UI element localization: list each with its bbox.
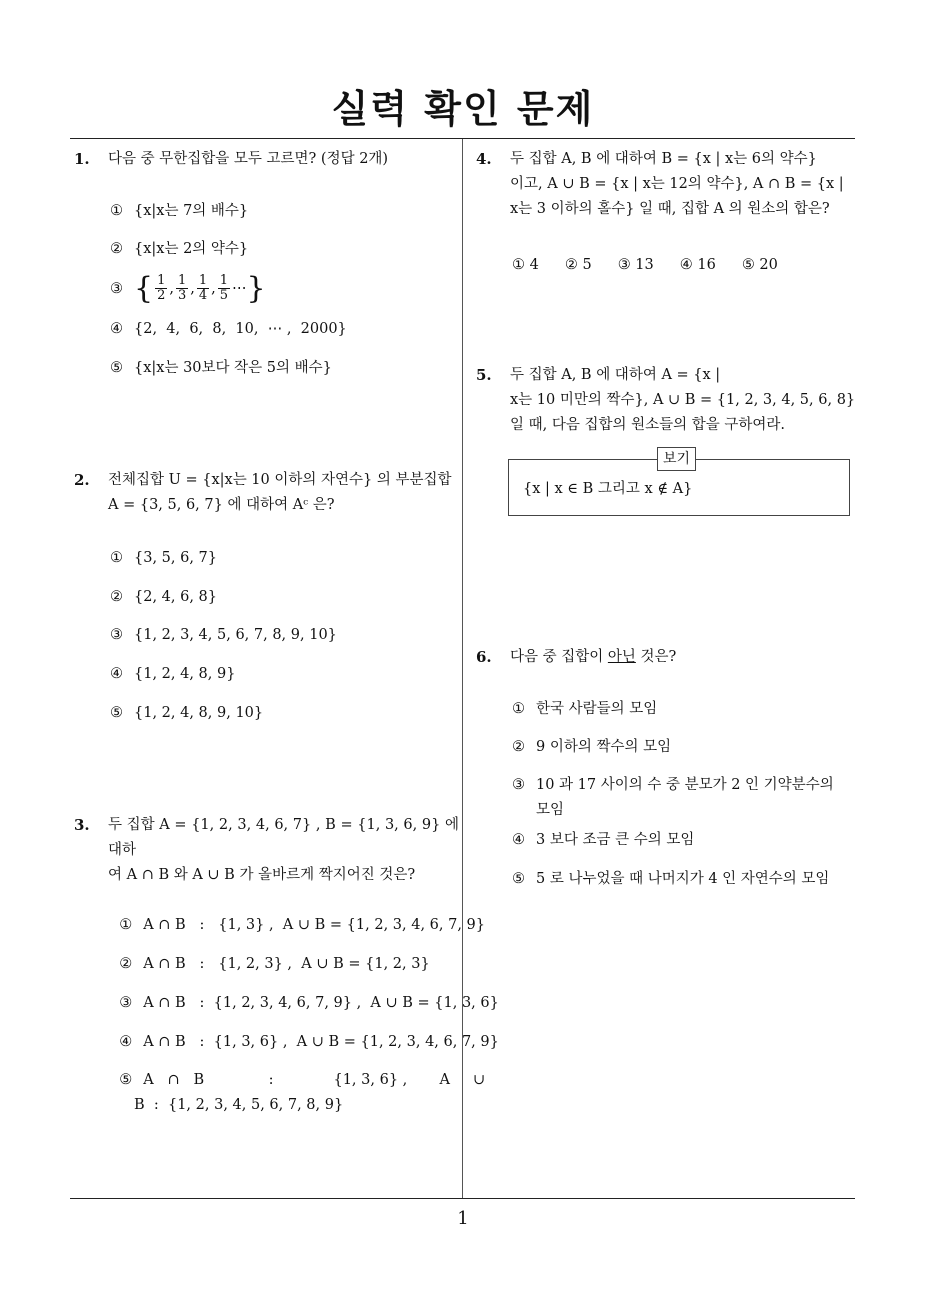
option-mark: ⑤ (512, 871, 525, 887)
option-text: 한국 사람들의 모임 (536, 701, 658, 717)
option-mark: ② (119, 956, 133, 972)
option-mark: ③ (110, 627, 123, 643)
q1-option-3[interactable]: ③ { $\frac{1}{2}$ , $\frac{1}{3}$ , $\frac{1}{4}$ , $\frac{1}{5}$ ⋯} (110, 271, 266, 306)
option-mark: ⑤ (119, 1072, 133, 1088)
question-number: 1. (74, 150, 90, 168)
option-mark: ⑤ (110, 705, 123, 721)
option-text: {2, 4, 6, 8, 10, ⋯ , 2000} (134, 321, 347, 337)
question-text: 두 집합 A = {1, 2, 3, 4, 6, 7} , B = {1, 3, 6, 9} 에 대하 여 A ∩ B 와 A ∪ B 가 올바르게 짝지어진 것은? (108, 817, 459, 883)
fraction: $\frac{1}{3}$ (177, 273, 187, 303)
option-text: {1, 2, 4, 8, 9, 10} (134, 705, 264, 721)
q6-option-5[interactable] (512, 867, 829, 892)
option-text: 20 (759, 257, 778, 273)
q6-option-2[interactable] (512, 735, 671, 760)
ellipsis: ⋯ (232, 280, 247, 297)
option-text-line2: 모임 (536, 802, 565, 818)
option-text: A ∩ B : {1, 3, 6} , A ∪ B = {1, 2, 3, 4, 6, 7, 9} (143, 1034, 499, 1050)
option-text: 5 (582, 257, 592, 273)
option-mark: ① (110, 203, 123, 219)
option-mark: ⑤ (110, 360, 123, 376)
q1-option-5[interactable] (110, 356, 332, 381)
question-4 (476, 147, 860, 222)
option-mark: ② (512, 739, 525, 755)
option-mark: ④ (110, 321, 123, 337)
q2-option-1[interactable] (110, 546, 217, 571)
question-text: 두 집합 A, B 에 대하여 A = {x | x는 10 미만의 짝수}, A ∪ B = {1, 2, 3, 4, 5, 6, 8} 일 때, 다음 집합의 원소들의 합을 구하여라. (510, 367, 856, 433)
option-mark: ④ (512, 832, 525, 848)
example-box-text: {x | x ∈ B 그리고 x ∉ A} (523, 481, 693, 497)
q6-option-4[interactable] (512, 828, 694, 853)
option-text: 4 (529, 257, 539, 273)
option-text: {1, 2, 4, 8, 9} (134, 666, 236, 682)
example-box-label: 보기 (657, 447, 696, 471)
question-6 (476, 645, 860, 670)
q4-choice-3[interactable] (618, 253, 654, 278)
right-brace: } (246, 271, 266, 306)
option-text: {3, 5, 6, 7} (134, 550, 218, 566)
q4-choice-4[interactable] (680, 253, 716, 278)
option-mark: ③ (110, 280, 123, 297)
option-text-line1: 10 과 17 사이의 수 중 분모가 2 인 기약분수의 (536, 777, 834, 793)
option-text: {2, 4, 6, 8} (134, 589, 218, 605)
option-text: 13 (635, 257, 654, 273)
question-text: 두 집합 A, B 에 대하여 B = {x | x는 6의 약수} 이고, A ∪ B = {x | x는 12의 약수}, A ∩ B = {x | x는 3 이하의 홀수} 일 때, 집합 A 의 원소의 합은? (510, 151, 844, 217)
q2-option-5[interactable] (110, 701, 263, 726)
q4-choice-1[interactable] (512, 253, 539, 278)
question-number: 5. (476, 366, 492, 384)
option-text: 9 이하의 짝수의 모임 (536, 739, 672, 755)
option-mark: ③ (617, 257, 631, 273)
option-text: {x|x는 2의 약수} (134, 241, 249, 257)
option-text-line2: B : {1, 2, 3, 4, 5, 6, 7, 8, 9} (134, 1097, 344, 1113)
q4-choices (512, 253, 804, 278)
question-text-part: 것은? (635, 649, 677, 665)
option-mark: ② (110, 589, 123, 605)
question-1 (74, 147, 459, 172)
option-mark: ① (119, 917, 133, 933)
option-mark: ④ (110, 666, 123, 682)
question-text-part: 다음 중 집합이 (510, 649, 608, 665)
option-mark: ① (110, 550, 123, 566)
fraction: $\frac{1}{2}$ (157, 273, 166, 303)
option-text: 3 보다 조금 큰 수의 모임 (536, 832, 695, 848)
option-text: {1, 2, 3, 4, 5, 6, 7, 8, 9, 10} (134, 627, 337, 643)
option-mark: ③ (512, 777, 525, 793)
q6-option-3[interactable] (512, 773, 834, 823)
option-mark: ② (110, 241, 123, 257)
option-text-line1: A ∩ B : {1, 3, 6} , A ∪ (143, 1072, 486, 1088)
option-mark: ① (512, 701, 525, 717)
q2-option-2[interactable] (110, 585, 217, 610)
option-text: A ∩ B : {1, 2, 3, 4, 6, 7, 9} , A ∪ B = {1, 3, 6} (143, 995, 499, 1011)
fraction: $\frac{1}{5}$ (219, 273, 229, 303)
option-text: A ∩ B : {1, 2, 3} , A ∪ B = {1, 2, 3} (143, 956, 430, 972)
question-number: 2. (74, 471, 90, 489)
fraction: $\frac{1}{4}$ (198, 273, 208, 303)
page-title: 실력 확인 문제 (331, 87, 595, 131)
q3-option-5[interactable] (110, 1043, 485, 1118)
q4-choice-2[interactable] (565, 253, 592, 278)
q1-option-2[interactable] (110, 237, 248, 262)
question-number: 6. (476, 648, 492, 666)
question-text: 다음 중 무한집합을 모두 고르면? (정답 2개) (108, 151, 389, 167)
bottom-rule (70, 1198, 855, 1199)
option-mark: ① (512, 257, 525, 273)
q1-option-1[interactable] (110, 199, 248, 224)
question-text: 전체집합 U = {x|x는 10 이하의 자연수} 의 부분집합 A = {3, 5, 6, 7} 에 대하여 Aᶜ 은? (108, 472, 452, 513)
question-3 (74, 813, 459, 888)
emphasis-underline: 아닌 (607, 649, 636, 665)
question-number: 4. (476, 150, 492, 168)
option-text: {x|x는 30보다 작은 5의 배수} (134, 360, 332, 376)
q2-option-3[interactable] (110, 623, 337, 648)
option-text: {x|x는 7의 배수} (134, 203, 249, 219)
option-mark: ③ (119, 995, 133, 1011)
page-number: 1 (457, 1208, 469, 1229)
q2-option-4[interactable] (110, 662, 235, 687)
option-mark: ④ (679, 257, 693, 273)
question-2 (74, 468, 459, 518)
option-text: A ∩ B : {1, 3} , A ∪ B = {1, 2, 3, 4, 6, 7, 9} (143, 917, 486, 933)
option-mark: ④ (119, 1034, 133, 1050)
option-mark: ② (564, 257, 578, 273)
option-mark: ⑤ (741, 257, 755, 273)
q4-choice-5[interactable] (742, 253, 778, 278)
option-text: 5 로 나누었을 때 나머지가 4 인 자연수의 모임 (536, 871, 830, 887)
question-text (510, 645, 860, 670)
example-box (508, 451, 850, 516)
q6-option-1[interactable] (512, 697, 657, 722)
question-5 (476, 363, 860, 438)
q1-option-4[interactable] (110, 317, 347, 342)
question-number: 3. (74, 816, 90, 834)
left-brace: { (134, 271, 154, 306)
option-text: 16 (697, 257, 716, 273)
